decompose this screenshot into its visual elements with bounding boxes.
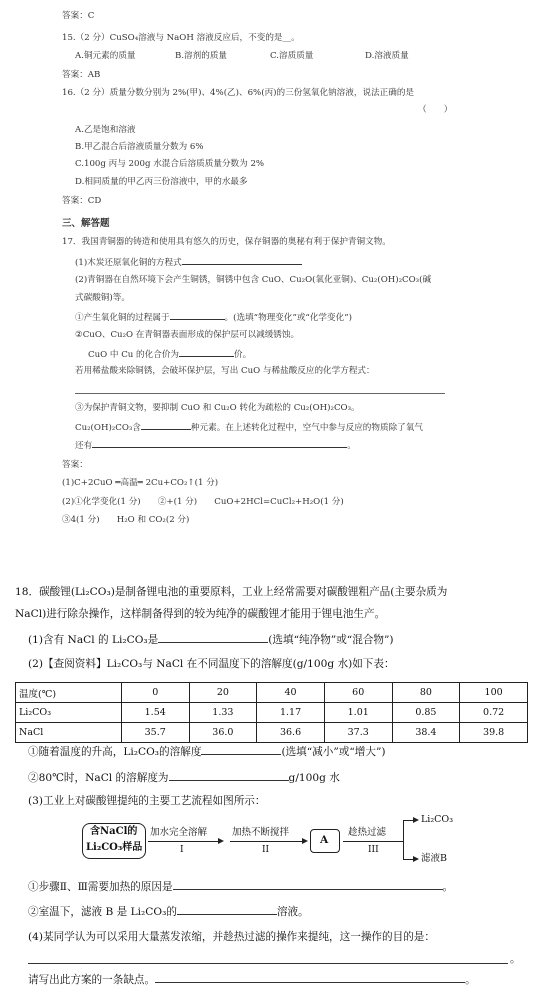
- q15-option-a: A.铜元素的质量: [75, 51, 136, 61]
- flow-branch-line: [403, 820, 404, 860]
- table-header-row: [16, 683, 528, 703]
- flow-arrow-2: [230, 841, 302, 842]
- flow-step-1-number: I: [180, 845, 184, 855]
- table-cell: 0.72: [460, 703, 528, 723]
- table-header-cell: 20: [189, 683, 257, 703]
- answer-15: 答案：AB: [62, 70, 101, 80]
- question-15: 15.（2 分）CuSO₄溶液与 NaOH 溶液反应后，不变的是__。: [62, 33, 300, 43]
- q17-part-1: (1)木炭还原氧化铜的方程式: [75, 256, 302, 269]
- table-cell: 1.17: [257, 703, 325, 723]
- table-header-cell: 温度(℃): [16, 683, 122, 703]
- table-cell: 1.33: [189, 703, 257, 723]
- table-cell: 35.7: [121, 723, 189, 743]
- q17-part-2-line-b: 式碳酸铜)等。: [75, 293, 130, 303]
- table-cell: 36.0: [189, 723, 257, 743]
- flow-box-a-label: A: [320, 834, 329, 846]
- q16-option-b: B.甲乙混合后溶液质量分数为 6%: [75, 142, 204, 152]
- q18-part-2-b: ②80℃时，NaCl 的溶解度为 g/100g 水: [28, 772, 340, 784]
- flow-sample-label-1: 含NaCl的: [90, 826, 138, 837]
- table-header-cell: 80: [392, 683, 460, 703]
- q17-part-3-b: Cu₂(OH)₂CO₃含 种元素。在上述转化过程中，空气中参与反应的物质除了氧气: [75, 423, 423, 433]
- table-cell: 38.4: [392, 723, 460, 743]
- q17-part-3-a: ③为保护青铜文物，要抑制 CuO 和 Cu₂O 转化为疏松的 Cu₂(OH)₂CO₃。: [75, 403, 360, 413]
- q17-part-2-line-a: (2)青铜器在自然环境下会产生铜锈，铜锈中包含 CuO、Cu₂O(氧化亚铜)、Cu₂(OH)₂CO₃(碱: [75, 275, 432, 285]
- table-cell: NaCl: [16, 723, 122, 743]
- table-header-cell: 60: [324, 683, 392, 703]
- flow-arrow-1: [148, 841, 218, 842]
- table-cell: 1.54: [121, 703, 189, 723]
- table-cell: 37.3: [324, 723, 392, 743]
- q15-option-c: C.溶质质量: [270, 51, 314, 61]
- answer-17-2: (2)①化学变化(1 分) ②+(1 分) CuO+2HCl=CuCl₂+H₂O(1 分): [62, 497, 344, 507]
- table-header-cell: 0: [121, 683, 189, 703]
- flow-step-3-number: III: [368, 845, 379, 855]
- q18-part-4-end: 。: [510, 953, 521, 965]
- flow-arrow-3: [343, 841, 403, 842]
- q18-part-1: (1)含有 NaCl 的 Li₂CO₃是 (选填“纯净物”或“混合物”): [28, 634, 394, 646]
- section-3-heading: 三、解答题: [62, 218, 110, 229]
- flow-step-1-label: 加水完全溶解: [150, 827, 208, 838]
- answer-16: 答案：CD: [62, 196, 102, 206]
- question-18-line-b: NaCl)进行除杂操作，这样制备得到的较为纯净的碳酸锂才能用于锂电池生产。: [15, 608, 386, 620]
- answer-17-3: ③4(1 分) H₂O 和 CO₂(2 分): [62, 515, 190, 525]
- table-header-cell: 100: [460, 683, 528, 703]
- q17-part-2-d: ②CuO、Cu₂O 在青铜器表面形成的保护层可以减缓锈蚀。: [75, 330, 300, 340]
- flow-step-2-number: II: [262, 845, 270, 855]
- answer-line: [75, 393, 445, 394]
- flow-arrow-2-head: [302, 838, 308, 844]
- question-17: 17．我国青铜器的铸造和使用具有悠久的历史，保存铜器的奥秘有利于保护青铜文物。: [62, 237, 391, 247]
- flow-sample-label-2: Li₂CO₃样品: [86, 842, 143, 853]
- q18-part-4: (4)某同学认为可以采用大量蒸发浓缩，并趁热过滤的操作来提纯，这一操作的目的是：: [28, 931, 435, 943]
- table-header-cell: 40: [257, 683, 325, 703]
- q16-option-c: C.100g 丙与 200g 水混合后溶质质量分数为 2%: [75, 159, 265, 169]
- q18-part-2: (2)【查阅资料】Li₂CO₃与 NaCl 在不同温度下的溶解度(g/100g 水)如下表：: [28, 658, 395, 670]
- answer-line: [28, 963, 508, 964]
- q17-part-3-c: 还有 。: [75, 441, 356, 451]
- flow-arrow-1-head: [218, 838, 224, 844]
- answer-12: 答案：C: [62, 11, 95, 21]
- q18-part-4-b: 请写出此方案的一条缺点。 。: [28, 974, 476, 986]
- table-cell: 36.6: [257, 723, 325, 743]
- answer-17-1: (1)C+2CuO ═高温═ 2Cu+CO₂↑(1 分): [62, 478, 219, 488]
- q18-part-3-a: ①步骤Ⅱ、Ⅲ需要加热的原因是 。: [28, 881, 454, 893]
- q16-answer-paren: （ ）: [418, 105, 453, 115]
- q18-part-3: (3)工业上对碳酸锂提纯的主要工艺流程如图所示：: [28, 795, 266, 807]
- table-cell: 0.85: [392, 703, 460, 723]
- table-cell: 1.01: [324, 703, 392, 723]
- q17-part-2-f: 若用稀盐酸来除铜锈，会破坏保护层，写出 CuO 与稀盐酸反应的化学方程式：: [75, 366, 375, 376]
- q16-option-a: A.乙是饱和溶液: [75, 125, 136, 135]
- table-row: [16, 703, 528, 723]
- solubility-table: [15, 682, 528, 743]
- flow-branch-bottom-head: [413, 856, 419, 862]
- q16-option-d: D.相同质量的甲乙丙三份溶液中，甲的水最多: [75, 177, 248, 187]
- question-18-line-a: 18．碳酸锂(Li₂CO₃)是制备锂电池的重要原料，工业上经常需要对碳酸锂粗产品(主要杂质为: [15, 586, 448, 598]
- q17-part-2-e: CuO 中 Cu 的化合价为 价。: [88, 350, 252, 360]
- table-cell: 39.8: [460, 723, 528, 743]
- q18-part-2-a: ①随着温度的升高，Li₂CO₃的溶解度 (选填“减小”或“增大”): [28, 746, 386, 758]
- answer-17-label: 答案：: [62, 460, 88, 470]
- question-16: 16.（2 分）质量分数分别为 2%(甲)、4%(乙)、6%(丙)的三份氢氧化钠溶液，说法正确的是: [62, 88, 415, 98]
- q17-part-2-c: ①产生氧化铜的过程属于 。(选填“物理变化”或“化学变化”): [75, 313, 352, 323]
- table-row: [16, 723, 528, 743]
- q15-option-b: B.溶剂的质量: [175, 51, 228, 61]
- q18-part-3-b: ②室温下，滤液 B 是 Li₂CO₃的 溶液。: [28, 906, 309, 918]
- flow-step-3-label: 趁热过滤: [348, 827, 387, 838]
- flow-output-product: Li₂CO₃: [421, 814, 454, 825]
- q15-option-d: D.溶液质量: [365, 51, 409, 61]
- flow-branch-top-head: [413, 817, 419, 823]
- flow-step-2-label: 加热不断搅拌: [232, 827, 290, 838]
- flow-output-filtrate: 滤液B: [421, 853, 447, 864]
- table-cell: Li₂CO₃: [16, 703, 122, 723]
